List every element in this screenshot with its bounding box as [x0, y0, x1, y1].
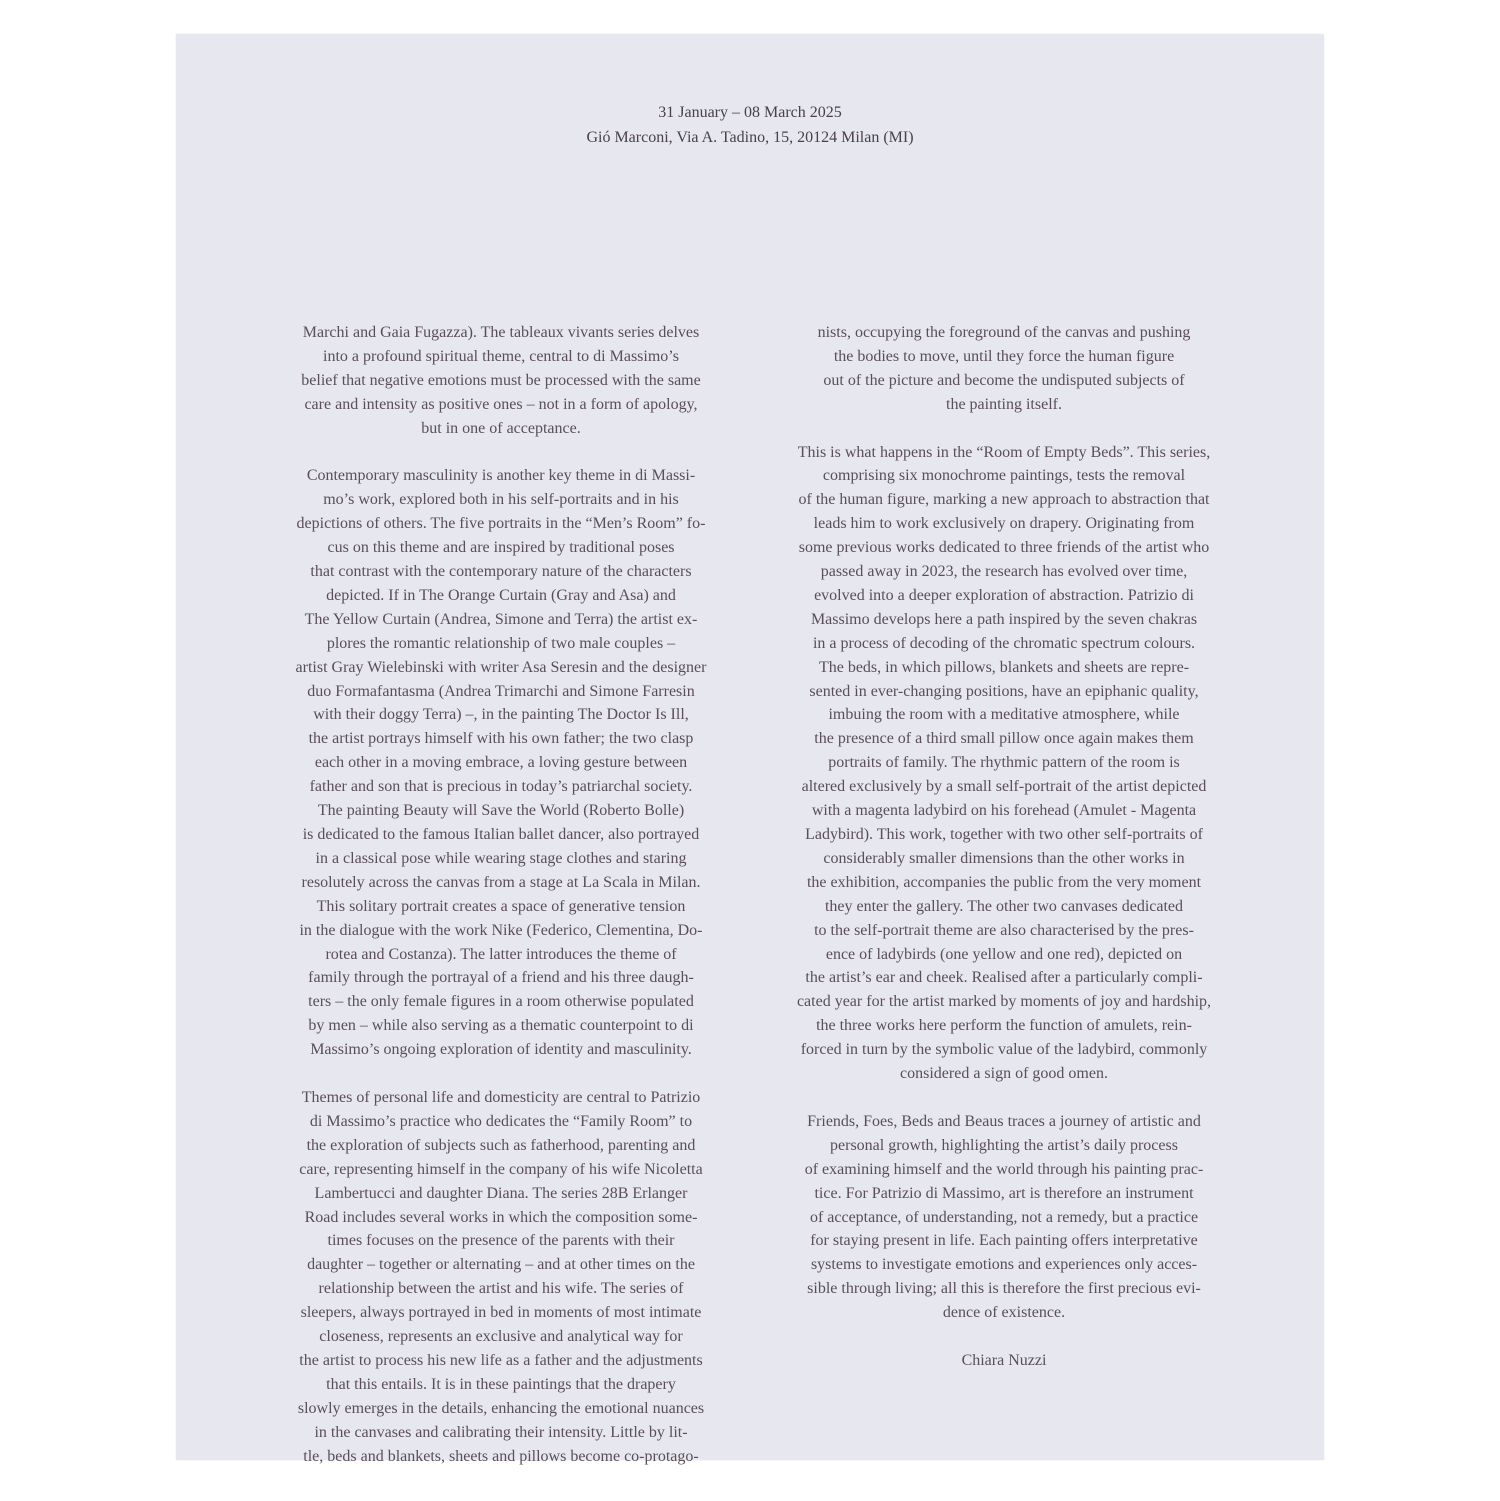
exhibition-header — [176, 100, 1324, 150]
text-line: that this entails. It is in these paintings that the drapery — [326, 1375, 676, 1393]
text-line: closeness, represents an exclusive and analytical way for — [319, 1328, 683, 1346]
text-line: to the self-portrait theme are also characterised by the pres- — [814, 921, 1194, 939]
text-line: Marchi and Gaia Fugazza). The tableaux vivants series delves — [302, 324, 700, 341]
paragraph — [744, 321, 1264, 417]
text-line: for staying present in life. Each painting offers interpretative — [810, 1232, 1198, 1250]
text-line: of examining himself and the world through his painting prac- — [804, 1160, 1204, 1178]
text-line: Friends, Foes, Beds and Beaus traces a journey of artistic and — [807, 1112, 1201, 1130]
paragraph — [246, 321, 756, 441]
text-line: the three works here perform the function of amulets, rein- — [816, 1017, 1192, 1035]
paragraph — [246, 1086, 756, 1469]
text-line: depicted. If in The Orange Curtain (Gray and Asa) and — [326, 586, 676, 604]
text-line: slowly emerges in the details, enhancing the emotional nuances — [297, 1399, 705, 1417]
text-line: the presence of a third small pillow once again makes them — [814, 730, 1194, 748]
text-line: into a profound spiritual theme, central to di Massimo’s — [323, 347, 679, 365]
text-line: each other in a moving embrace, a loving gesture between — [314, 754, 688, 772]
text-line: cated year for the artist marked by moments of joy and hardship, — [796, 993, 1212, 1011]
text-line: Contemporary masculinity is another key theme in di Massi- — [306, 467, 696, 485]
text-line: care and intensity as positive ones – not in a form of apology, — [304, 395, 698, 413]
text-line: sented in ever-changing positions, have an epiphanic quality, — [809, 682, 1199, 700]
text-line: the artist portrays himself with his own father; the two clasp — [308, 730, 694, 748]
text-line: artist Gray Wielebinski with writer Asa Seresin and the designer — [295, 658, 707, 676]
text-line: personal growth, highlighting the artist’s daily process — [830, 1136, 1178, 1154]
text-line: dence of existence. — [942, 1304, 1066, 1322]
paragraph — [744, 1110, 1264, 1325]
text-line: This solitary portrait creates a space of generative tension — [316, 897, 686, 915]
text-line: nists, occupying the foreground of the canvas and pushing — [817, 324, 1191, 341]
text-line: evolved into a deeper exploration of abstraction. Patrizio di — [814, 586, 1194, 604]
text-line: di Massimo’s practice who dedicates the “Family Room” to — [309, 1112, 693, 1130]
text-line: considerably smaller dimensions than the other works in — [823, 849, 1185, 867]
text-line: systems to investigate emotions and experiences only acces- — [810, 1256, 1198, 1274]
text-line: family through the portrayal of a friend and his three daugh- — [308, 969, 694, 987]
text-line: by men – while also serving as a thematic counterpoint to di — [308, 1017, 694, 1035]
text-line: belief that negative emotions must be processed with the same — [301, 371, 701, 389]
author-signature: Chiara Nuzzi — [961, 1351, 1047, 1369]
text-line: Lambertucci and daughter Diana. The series 28B Erlanger — [314, 1184, 688, 1202]
text-line: The Yellow Curtain (Andrea, Simone and Terra) the artist ex- — [304, 610, 698, 628]
text-line: the exploration of subjects such as fatherhood, parenting and — [306, 1136, 696, 1154]
document-page — [176, 34, 1324, 1465]
text-line: Road includes several works in which the composition some- — [304, 1208, 698, 1226]
text-line: sible through living; all this is therefore the first precious evi- — [807, 1280, 1201, 1298]
left-text-column — [246, 321, 756, 1492]
text-line: in the dialogue with the work Nike (Federico, Clementina, Do- — [299, 921, 703, 939]
text-line: of the human figure, marking a new approach to abstraction that — [798, 491, 1210, 509]
text-line: considered a sign of good omen. — [900, 1065, 1108, 1083]
text-line: plores the romantic relationship of two male couples – — [326, 634, 676, 652]
text-line: leads him to work exclusively on drapery. Originating from — [813, 515, 1195, 533]
text-line: Themes of personal life and domesticity are central to Patrizio — [301, 1088, 701, 1106]
text-line: the exhibition, accompanies the public from the very moment — [806, 873, 1202, 891]
text-line: duo Formafantasma (Andrea Trimarchi and Simone Farresin — [307, 682, 695, 700]
text-line: rotea and Costanza). The latter introduces the theme of — [325, 945, 677, 963]
text-line: portraits of family. The rhythmic pattern of the room is — [828, 754, 1180, 772]
text-line: in a process of decoding of the chromatic spectrum colours. — [812, 634, 1196, 652]
text-line: relationship between the artist and his wife. The series of — [318, 1280, 684, 1298]
text-line: but in one of acceptance. — [421, 419, 581, 437]
text-line: the painting itself. — [946, 395, 1062, 413]
text-line: Massimo develops here a path inspired by the seven chakras — [810, 610, 1198, 628]
text-line: passed away in 2023, the research has evolved over time, — [820, 563, 1188, 581]
text-line: comprising six monochrome paintings, tests the removal — [822, 467, 1186, 485]
text-line: with their doggy Terra) –, in the painting The Doctor Is Ill, — [313, 706, 689, 724]
text-line: tle, beds and blankets, sheets and pillows become co-protago- — [303, 1447, 699, 1465]
text-line: some previous works dedicated to three friends of the artist who — [798, 539, 1210, 557]
text-line: times focuses on the presence of the parents with their — [327, 1232, 675, 1250]
paragraph — [246, 464, 756, 1062]
right-text-column — [744, 321, 1264, 1397]
text-line: the artist to process his new life as a father and the adjustments — [299, 1351, 703, 1369]
text-line: mo’s work, explored both in his self-portraits and in his — [323, 491, 679, 509]
text-line: altered exclusively by a small self-portrait of the artist depicted — [801, 778, 1207, 796]
paragraph — [744, 441, 1264, 1086]
text-line: daughter – together or alternating – and at other times on the — [307, 1256, 695, 1274]
text-line: cus on this theme and are inspired by traditional poses — [327, 539, 675, 557]
text-line: with a magenta ladybird on his forehead (Amulet - Magenta — [811, 802, 1197, 820]
text-line: The painting Beauty will Save the World (Roberto Bolle) — [317, 802, 685, 820]
text-line: out of the picture and become the undisputed subjects of — [823, 371, 1185, 389]
text-line: The beds, in which pillows, blankets and sheets are repre- — [818, 658, 1190, 676]
text-line: tice. For Patrizio di Massimo, art is therefore an instrument — [814, 1184, 1194, 1202]
text-line: in a classical pose while wearing stage clothes and staring — [315, 849, 687, 867]
text-line: of acceptance, of understanding, not a remedy, but a practice — [809, 1208, 1199, 1226]
exhibition-dates: 31 January – 08 March 2025 — [658, 104, 842, 121]
text-line: that contrast with the contemporary nature of the characters — [310, 563, 692, 581]
text-line: the bodies to move, until they force the human figure — [833, 347, 1175, 365]
text-line: This is what happens in the “Room of Empty Beds”. This series, — [797, 443, 1211, 461]
text-line: resolutely across the canvas from a stage at La Scala in Milan. — [301, 873, 701, 891]
text-line: care, representing himself in the company of his wife Nicoletta — [299, 1160, 703, 1178]
text-line: imbuing the room with a meditative atmosphere, while — [828, 706, 1180, 724]
exhibition-venue: Gió Marconi, Via A. Tadino, 15, 20124 Milan (MI) — [586, 129, 914, 146]
text-line: ence of ladybirds (one yellow and one red), depicted on — [825, 945, 1183, 963]
text-line: depictions of others. The five portraits in the “Men’s Room” fo- — [296, 515, 706, 533]
text-line: father and son that is precious in today’s patriarchal society. — [309, 778, 693, 796]
text-line: they enter the gallery. The other two canvases dedicated — [824, 897, 1184, 915]
text-line: is dedicated to the famous Italian ballet dancer, also portrayed — [302, 826, 700, 844]
text-line: in the canvases and calibrating their intensity. Little by lit- — [314, 1423, 688, 1441]
text-line: the artist’s ear and cheek. Realised after a particularly compli- — [805, 969, 1203, 987]
text-line: Massimo’s ongoing exploration of identity and masculinity. — [310, 1041, 692, 1059]
text-line: sleepers, always portrayed in bed in moments of most intimate — [300, 1304, 702, 1322]
text-line: ters – the only female figures in a room otherwise populated — [308, 993, 694, 1011]
text-line: forced in turn by the symbolic value of the ladybird, commonly — [800, 1041, 1208, 1059]
text-line: Ladybird). This work, together with two other self-portraits of — [805, 826, 1203, 844]
